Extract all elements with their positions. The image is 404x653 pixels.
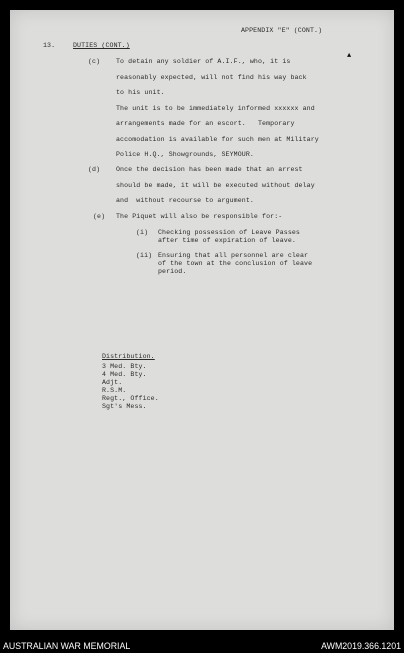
distribution-item: Regt., Office. — [102, 395, 159, 402]
distribution-item: Adjt. — [102, 379, 123, 386]
item-e-label: (e) — [93, 213, 106, 220]
footer-source: AUSTRALIAN WAR MEMORIAL — [3, 641, 131, 651]
document-page — [10, 10, 394, 630]
appendix-header: APPENDIX "E" (CONT.) — [241, 27, 323, 34]
distribution-item: R.S.M. — [102, 387, 127, 394]
sub-ii-line-1: Ensuring that all personnel are clear — [158, 252, 309, 259]
sub-ii-line-2: of the town at the conclusion of leave — [158, 260, 313, 267]
distribution-item: 3 Med. Bty. — [102, 363, 147, 370]
item-c-line-6: accomodation is available for such men at Military — [116, 136, 319, 143]
item-c-line-2: reasonably expected, will not find his way back — [116, 74, 307, 81]
item-c-line-3: to his unit. — [116, 89, 165, 96]
section-number: 13. — [43, 42, 56, 49]
distribution-item: 4 Med. Bty. — [102, 371, 147, 378]
item-c-label: (c) — [88, 58, 101, 65]
section-title: DUTIES (CONT.) — [73, 42, 130, 49]
item-e-text: The Piquet will also be responsible for:- — [116, 213, 283, 220]
item-c-line-5: arrangements made for an escort. Temporary — [116, 120, 295, 127]
item-d-line-1: Once the decision has been made that an arrest — [116, 166, 303, 173]
ink-mark: ▲ — [347, 52, 352, 60]
distribution-item: Sgt's Mess. — [102, 403, 147, 410]
sub-i-line-2: after time of expiration of leave. — [158, 237, 296, 244]
item-d-line-2: should be made, it will be executed without delay — [116, 182, 315, 189]
sub-i-label: (i) — [136, 229, 149, 236]
sub-ii-line-3: period. — [158, 268, 187, 275]
item-c-line-7: Police H.Q., Showgrounds, SEYMOUR. — [116, 151, 254, 158]
item-c-line-4: The unit is to be immediately informed xxxxxx and — [116, 105, 315, 112]
sub-i-line-1: Checking possession of Leave Passes — [158, 229, 300, 236]
item-c-line-1: To detain any soldier of A.I.F., who, it is — [116, 58, 291, 65]
distribution-title: Distribution. — [102, 353, 155, 360]
item-d-label: (d) — [88, 166, 101, 173]
sub-ii-label: (ii) — [136, 252, 153, 259]
footer-accession-number: AWM2019.366.1201 — [321, 641, 401, 651]
item-d-line-3: and without recourse to argument. — [116, 197, 254, 204]
